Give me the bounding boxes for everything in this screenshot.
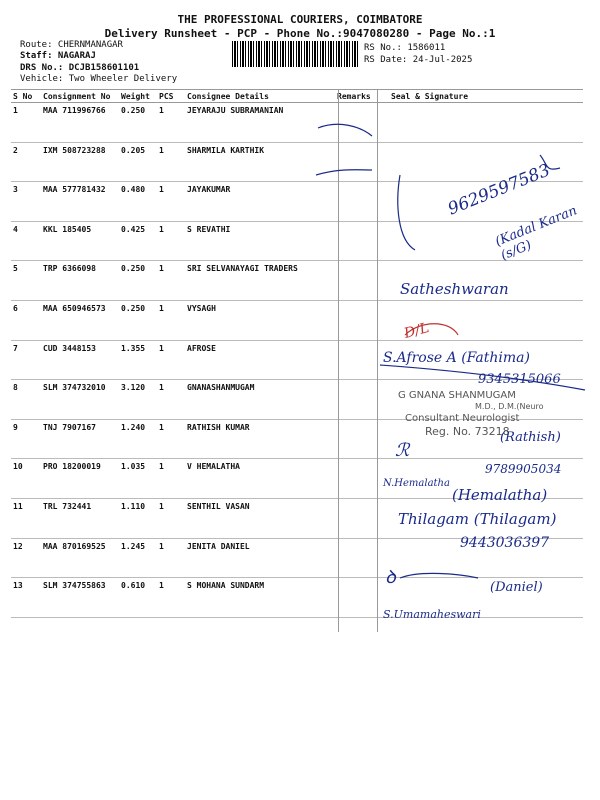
row-consignee-text: RATHISH KUMAR <box>187 422 250 432</box>
row-consignment-text: SLM 374732010 <box>43 383 106 393</box>
route-label: Route: CHERNMANAGAR <box>20 40 123 50</box>
row-sno-text: 11 <box>13 501 23 511</box>
row-sno-text: 6 <box>13 303 18 313</box>
row-pcs-text: 1 <box>159 422 164 432</box>
handwritten-phone: 9443036397 <box>460 535 550 551</box>
col-signature: Seal & Signature <box>373 90 583 103</box>
row-consignee-text: V HEMALATHA <box>187 462 240 472</box>
staff-label: Staff: NAGARAJ <box>20 51 96 61</box>
handwritten-signature: Thilagam (Thilagam) <box>398 510 557 528</box>
company-title: THE PROFESSIONAL COURIERS, COIMBATORE <box>177 13 423 26</box>
row-weight-text: 1.245 <box>121 541 146 551</box>
row-consignment-text: CUD 3448153 <box>43 343 96 353</box>
row-pcs-text: 1 <box>159 145 164 155</box>
row-consignment-text: IXM 508723288 <box>43 145 106 155</box>
row-consignment-text: MAA 711996766 <box>43 106 106 115</box>
row-weight-text: 0.610 <box>121 581 146 591</box>
row-consignee-text: SHARMILA KARTHIK <box>187 145 265 155</box>
row-weight-text: 0.425 <box>121 224 146 234</box>
col-consignment: Consignment No <box>41 90 119 103</box>
row-weight-text: 3.120 <box>121 383 146 393</box>
row-sno-text: 3 <box>13 185 18 195</box>
row-sno-text: 7 <box>13 343 18 353</box>
row-pcs-text: 1 <box>159 541 164 551</box>
handwritten-phone: 9629597583 <box>445 160 553 220</box>
row-weight-text: 0.250 <box>121 303 146 313</box>
row-pcs-text: 1 <box>159 106 164 115</box>
stamp-name: G GNANA SHANMUGAM <box>398 390 516 401</box>
row-pcs-text: 1 <box>159 264 164 274</box>
row-consignment-text: TRL 732441 <box>43 501 92 511</box>
row-consignment-text: KKL 185405 <box>43 224 92 234</box>
col-sno: S No <box>11 90 41 103</box>
handwritten-phone: 9345315066 <box>478 372 561 387</box>
row-pcs-text: 1 <box>159 383 164 393</box>
col-remarks: Remarks <box>335 90 373 103</box>
stamp-title: Consultant Neurologist <box>405 413 520 424</box>
row-sno-text: 13 <box>13 581 23 591</box>
row-consignment-text: MAA 577781432 <box>43 185 106 195</box>
handwritten-mark: ℛ <box>395 440 410 461</box>
row-sno-text: 1 <box>13 106 18 115</box>
row-pcs-text: 1 <box>159 501 164 511</box>
row-pcs-text: 1 <box>159 581 164 591</box>
handwritten-signature: (Rathish) <box>500 430 561 445</box>
row-pcs-text: 1 <box>159 224 164 234</box>
row-consignee-text: JENITA DANIEL <box>187 541 250 551</box>
handwritten-signature: S.Afrose A (Fathima) <box>383 350 530 366</box>
drs-label: DRS No.: DCJB158601101 <box>20 63 140 73</box>
row-sno-text: 5 <box>13 264 18 274</box>
row-weight-text: 0.250 <box>121 264 146 274</box>
row-consignment-text: TRP 6366098 <box>43 264 96 274</box>
rs-date: RS Date: 24-Jul-2025 <box>364 55 473 65</box>
row-sno-text: 9 <box>13 422 18 432</box>
row-weight-text: 1.355 <box>121 343 146 353</box>
row-consignment-text: PRO 18200019 <box>43 462 101 472</box>
col-consignee: Consignee Details <box>185 90 335 103</box>
row-consignment-text: MAA 870169525 <box>43 541 106 551</box>
row-weight-text: 0.250 <box>121 106 146 115</box>
handwritten-signature: S.Umamaheswari <box>383 608 481 621</box>
col-pcs: PCS <box>157 90 185 103</box>
stamp-degree: M.D., D.M.(Neuro <box>475 402 544 411</box>
row-weight-text: 1.035 <box>121 462 146 472</box>
row-pcs-text: 1 <box>159 343 164 353</box>
row-sno-text: 10 <box>13 462 23 472</box>
row-consignment-text: SLM 374755863 <box>43 581 106 591</box>
row-sno-text: 2 <box>13 145 18 155</box>
row-consignment-text: MAA 650946573 <box>43 303 106 313</box>
handwritten-signature: (Hemalatha) <box>452 486 548 504</box>
vehicle-label: Vehicle: Two Wheeler Delivery <box>20 74 178 84</box>
handwritten-signature: (Kadal Karan (s/G) <box>493 203 580 264</box>
rs-number: RS No.: 1586011 <box>364 43 446 53</box>
row-pcs-text: 1 <box>159 185 164 195</box>
row-consignee-text: SRI SELVANAYAGI TRADERS <box>187 264 298 274</box>
runsheet-subtitle: Delivery Runsheet - PCP - Phone No.:9047080280 - Page No.:1 <box>104 27 496 40</box>
handwritten-signature: N.Hemalatha <box>383 478 450 489</box>
handwritten-remark: D/L <box>402 320 431 342</box>
handwritten-phone: 9789905034 <box>485 462 562 476</box>
row-consignee-text: S MOHANA SUNDARM <box>187 581 265 591</box>
row-sno-text: 4 <box>13 224 18 234</box>
row-pcs-text: 1 <box>159 462 164 472</box>
row-pcs-text: 1 <box>159 303 164 313</box>
row-weight-text: 1.110 <box>121 501 146 511</box>
handwritten-signature: Satheshwaran <box>400 280 509 298</box>
handwritten-mark: ꝺ <box>385 567 396 588</box>
handwritten-signature: (Daniel) <box>490 580 543 595</box>
stamp-reg: Reg. No. 73218 <box>425 425 510 438</box>
row-consignee-text: VYSAGH <box>187 303 216 313</box>
row-sno-text: 8 <box>13 383 18 393</box>
row-consignee-text: AFROSE <box>187 343 216 353</box>
row-consignee-text: JAYAKUMAR <box>187 185 231 195</box>
row-consignee-text: GNANASHANMUGAM <box>187 383 255 393</box>
row-weight-text: 1.240 <box>121 422 146 432</box>
row-consignment-text: TNJ 7907167 <box>43 422 96 432</box>
row-consignee-text: SENTHIL VASAN <box>187 501 250 511</box>
row-consignee-text: S REVATHI <box>187 224 231 234</box>
row-weight-text: 0.205 <box>121 145 146 155</box>
row-consignee-text: JEYARAJU SUBRAMANIAN <box>187 106 284 115</box>
row-weight-text: 0.480 <box>121 185 146 195</box>
col-weight: Weight <box>119 90 157 103</box>
row-sno-text: 12 <box>13 541 23 551</box>
